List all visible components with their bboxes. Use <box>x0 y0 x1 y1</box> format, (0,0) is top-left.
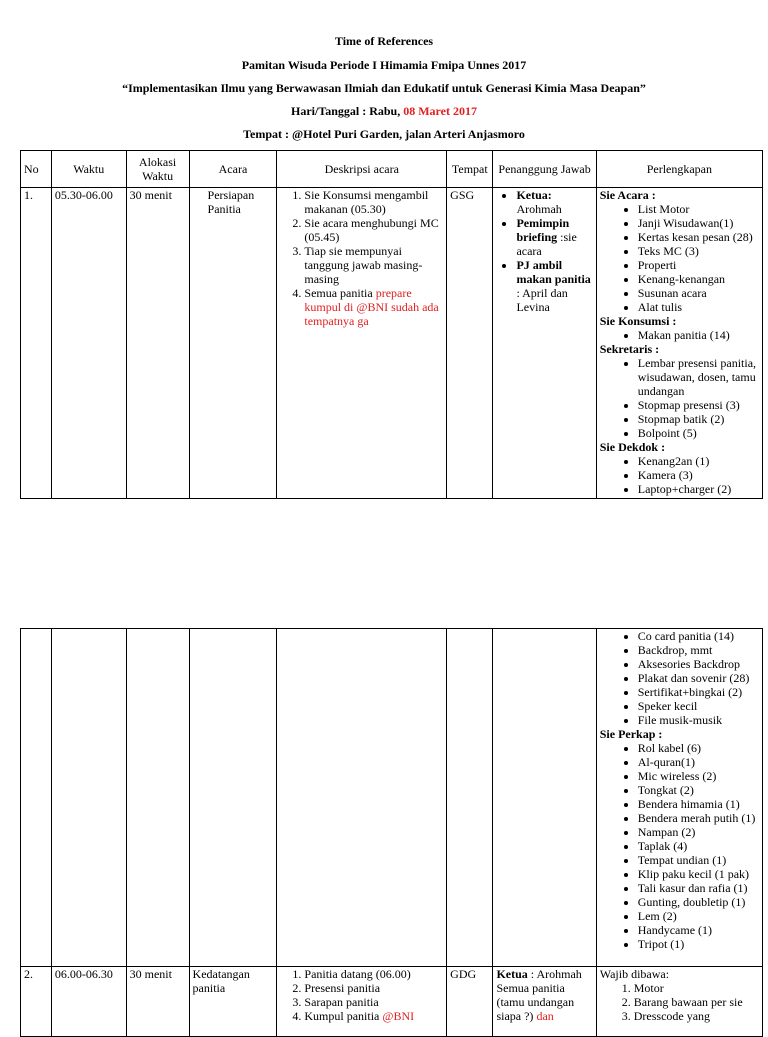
row-tempat <box>447 629 493 967</box>
row-no: 2. <box>21 967 52 1037</box>
event-theme: “Implementasikan Ilmu yang Berwawasan Ilmiah dan Edukatif untuk Generasi Kimia Masa Deapan” <box>122 81 646 95</box>
row-waktu: 05.30-06.00 <box>51 188 126 499</box>
list-item: • List Motor <box>638 202 759 216</box>
list-item <box>304 1009 443 1023</box>
list-item: • Klip paku kecil (1 pak) <box>638 867 759 881</box>
event-place: Tempat : @Hotel Puri Garden, jalan Arteri Anjasmoro <box>243 127 525 141</box>
list-item: • Sertifikat+bingkai (2) <box>638 685 759 699</box>
list-item-text: Semua panitia <box>304 286 376 300</box>
row-perlengkapan <box>596 967 762 1037</box>
row-waktu: 06.00-06.30 <box>51 967 126 1037</box>
perl-intro: Wajib dibawa: <box>599 967 670 981</box>
list-item: • Lem (2) <box>638 909 759 923</box>
list-item: • Properti <box>638 258 759 272</box>
perl-section-title: Sie Dekdok : <box>599 440 666 454</box>
list-item: 3. Dresscode yang <box>634 1009 759 1023</box>
col-header-alokasi: Alokasi Waktu <box>126 151 189 188</box>
list-item: • Alat tulis <box>638 300 759 314</box>
list-item: • Lembar presensi panitia, wisudawan, dosen, tamu undangan <box>638 356 759 398</box>
row-alokasi: 30 menit <box>126 188 189 499</box>
event-date <box>0 104 768 119</box>
list-item: • Makan panitia (14) <box>638 328 759 342</box>
perl-section-title: Sie Konsumsi : <box>599 314 677 328</box>
row-alokasi <box>126 629 189 967</box>
col-header-pj: Penanggung Jawab <box>493 151 596 188</box>
row-pj <box>493 967 596 1037</box>
list-item: • Tempat undian (1) <box>638 853 759 867</box>
list-item: • Gunting, doubletip (1) <box>638 895 759 909</box>
list-item <box>516 216 592 258</box>
row-acara: Kedatangan panitia <box>189 967 277 1037</box>
pj-person: : Arohmah <box>527 967 582 981</box>
schedule-table <box>20 150 763 499</box>
list-item: • Mic wireless (2) <box>638 769 759 783</box>
list-item: • Kamera (3) <box>638 468 759 482</box>
list-item: • Bolpoint (5) <box>638 426 759 440</box>
list-item: 3. Sarapan panitia <box>304 995 443 1009</box>
list-item <box>304 286 443 328</box>
col-header-deskripsi: Deskripsi acara <box>277 151 447 188</box>
list-item: • Bendera merah putih (1) <box>638 811 759 825</box>
list-item: • Kenang-kenangan <box>638 272 759 286</box>
row-deskripsi <box>277 629 447 967</box>
table-header-row <box>21 151 763 188</box>
list-item: • Tali kasur dan rafia (1) <box>638 881 759 895</box>
pj-note-text: Semua panitia (tamu undangan siapa ?) <box>496 981 575 1023</box>
col-header-tempat: Tempat <box>447 151 493 188</box>
list-item: 1. Motor <box>634 981 759 995</box>
table-row <box>21 629 763 967</box>
pj-role: Ketua: <box>516 188 552 202</box>
list-item: • Speker kecil <box>638 699 759 713</box>
row-perlengkapan <box>596 629 762 967</box>
list-item: • Laptop+charger (2) <box>638 482 759 496</box>
list-item: 3. Tiap sie mempunyai tanggung jawab masing-masing <box>304 244 443 286</box>
pj-role: Ketua <box>496 967 528 981</box>
table-row <box>21 967 763 1037</box>
pj-person: :sie acara <box>516 230 577 258</box>
list-item-highlight: prepare kumpul di @BNI sudah ada tempatnya ga <box>304 286 439 328</box>
row-tempat: GDG <box>447 967 493 1037</box>
list-item: • Taplak (4) <box>638 839 759 853</box>
col-header-perlengkapan: Perlengkapan <box>596 151 762 188</box>
pj-person: : April dan Levina <box>516 286 568 314</box>
list-item: 1. Sie Konsumsi mengambil makanan (05.30) <box>304 188 443 216</box>
row-waktu <box>51 629 126 967</box>
pj-role: Pemimpin briefing <box>516 216 570 244</box>
list-item: • Stopmap batik (2) <box>638 412 759 426</box>
list-item: • Teks MC (3) <box>638 244 759 258</box>
list-item: • Janji Wisudawan(1) <box>638 216 759 230</box>
row-no <box>21 629 52 967</box>
list-item: • Plakat dan sovenir (28) <box>638 671 759 685</box>
list-item: • Kenang2an (1) <box>638 454 759 468</box>
event-title: Pamitan Wisuda Periode I Himamia Fmipa Unnes 2017 <box>241 58 527 72</box>
list-item: • Kertas kesan pesan (28) <box>638 230 759 244</box>
list-item: 2. Sie acara menghubungi MC (05.45) <box>304 216 443 244</box>
row-acara: Persiapan Panitia <box>189 188 277 499</box>
list-item: • Stopmap presensi (3) <box>638 398 759 412</box>
list-item <box>516 258 592 314</box>
row-pj <box>493 629 596 967</box>
row-deskripsi <box>277 967 447 1037</box>
list-item: • Susunan acara <box>638 286 759 300</box>
list-item: • Handycame (1) <box>638 923 759 937</box>
list-item: 2. Barang bawaan per sie <box>634 995 759 1009</box>
row-deskripsi <box>277 188 447 499</box>
pj-role: PJ ambil makan panitia <box>516 258 591 286</box>
date-label: Hari/Tanggal : Rabu, <box>290 104 404 118</box>
col-header-acara: Acara <box>189 151 277 188</box>
list-item: 2. Presensi panitia <box>304 981 443 995</box>
list-item <box>516 188 592 216</box>
perl-section-title: Sie Perkap : <box>599 727 663 741</box>
list-item: • Backdrop, mmt <box>638 643 759 657</box>
schedule-table-continued <box>20 628 763 1037</box>
table-row <box>21 188 763 499</box>
list-item: • Al-quran(1) <box>638 755 759 769</box>
list-item: • File musik-musik <box>638 713 759 727</box>
perl-section-title: Sie Acara : <box>599 188 656 202</box>
list-item: • Tripot (1) <box>638 937 759 951</box>
col-header-no: No <box>21 151 52 188</box>
pj-note-highlight: dan <box>536 1009 554 1023</box>
row-no: 1. <box>21 188 52 499</box>
pj-ketua <box>496 967 592 981</box>
pj-person: Arohmah <box>516 202 562 216</box>
date-value: 08 Maret 2017 <box>403 104 477 118</box>
list-item: • Bendera himamia (1) <box>638 797 759 811</box>
list-item: 1. Panitia datang (06.00) <box>304 967 443 981</box>
row-alokasi: 30 menit <box>126 967 189 1037</box>
list-item-text: Kumpul panitia <box>304 1009 383 1023</box>
doc-title: Time of References <box>334 34 434 48</box>
row-acara <box>189 629 277 967</box>
pj-note <box>496 981 592 1023</box>
list-item: • Rol kabel (6) <box>638 741 759 755</box>
col-header-waktu: Waktu <box>51 151 126 188</box>
row-tempat: GSG <box>447 188 493 499</box>
row-pj <box>493 188 596 499</box>
list-item: • Aksesories Backdrop <box>638 657 759 671</box>
list-item: • Tongkat (2) <box>638 783 759 797</box>
perl-section-title: Sekretaris : <box>599 342 660 356</box>
list-item: • Nampan (2) <box>638 825 759 839</box>
row-perlengkapan <box>596 188 762 499</box>
list-item: • Co card panitia (14) <box>638 629 759 643</box>
list-item-highlight: @BNI <box>382 1009 415 1023</box>
